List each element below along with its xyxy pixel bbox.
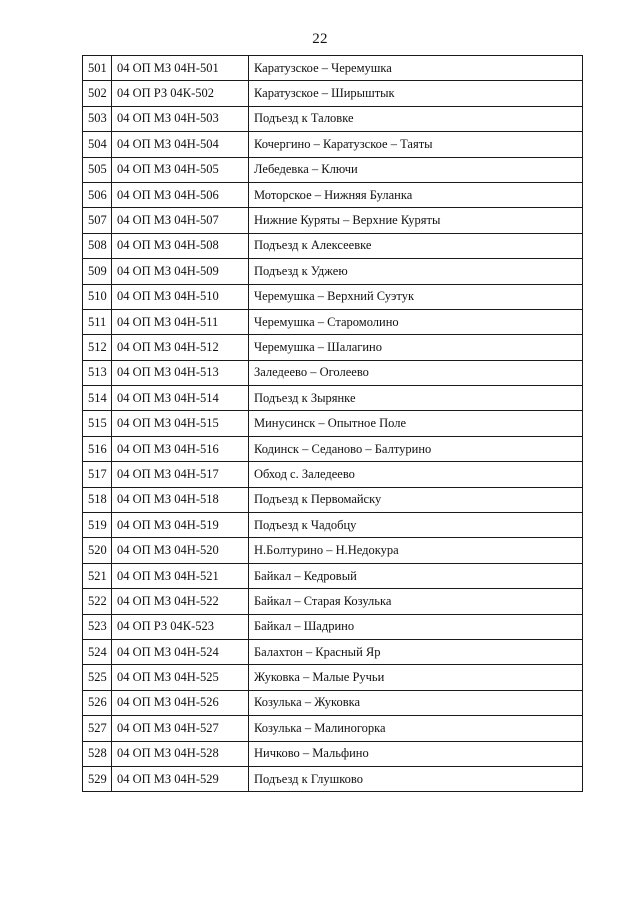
- road-name-cell: Н.Болтурино – Н.Недокура: [249, 538, 583, 563]
- row-number-cell: 508: [83, 233, 112, 258]
- table-row: [83, 360, 583, 385]
- road-name-cell: Кочергино – Каратузское – Таяты: [249, 132, 583, 157]
- row-number-cell: 527: [83, 716, 112, 741]
- road-name-cell: Подъезд к Алексеевке: [249, 233, 583, 258]
- row-number-cell: 519: [83, 513, 112, 538]
- road-code-cell: 04 ОП МЗ 04Н-505: [112, 157, 249, 182]
- road-name-cell: Байкал – Шадрино: [249, 614, 583, 639]
- road-code-cell: 04 ОП МЗ 04Н-525: [112, 665, 249, 690]
- table-row: [83, 284, 583, 309]
- road-code-cell: 04 ОП МЗ 04Н-528: [112, 741, 249, 766]
- road-code-cell: 04 ОП МЗ 04Н-516: [112, 436, 249, 461]
- road-code-cell: 04 ОП МЗ 04Н-517: [112, 462, 249, 487]
- table-row: [83, 639, 583, 664]
- road-code-cell: 04 ОП МЗ 04Н-529: [112, 766, 249, 791]
- road-code-cell: 04 ОП МЗ 04Н-521: [112, 563, 249, 588]
- row-number-cell: 509: [83, 259, 112, 284]
- road-name-cell: Жуковка – Малые Ручьи: [249, 665, 583, 690]
- table-row: [83, 386, 583, 411]
- table-row: [83, 563, 583, 588]
- table-row: [83, 411, 583, 436]
- road-name-cell: Подъезд к Уджею: [249, 259, 583, 284]
- row-number-cell: 506: [83, 182, 112, 207]
- road-code-cell: 04 ОП МЗ 04Н-519: [112, 513, 249, 538]
- road-code-cell: 04 ОП МЗ 04Н-527: [112, 716, 249, 741]
- table-row: [83, 716, 583, 741]
- road-code-cell: 04 ОП МЗ 04Н-509: [112, 259, 249, 284]
- road-name-cell: Лебедевка – Ключи: [249, 157, 583, 182]
- table-row: [83, 106, 583, 131]
- road-name-cell: Козулька – Жуковка: [249, 690, 583, 715]
- road-name-cell: Черемушка – Верхний Суэтук: [249, 284, 583, 309]
- row-number-cell: 501: [83, 56, 112, 81]
- table-row: [83, 487, 583, 512]
- road-code-cell: 04 ОП МЗ 04Н-526: [112, 690, 249, 715]
- road-name-cell: Минусинск – Опытное Поле: [249, 411, 583, 436]
- row-number-cell: 524: [83, 639, 112, 664]
- row-number-cell: 513: [83, 360, 112, 385]
- road-name-cell: Черемушка – Шалагино: [249, 335, 583, 360]
- road-code-cell: 04 ОП МЗ 04Н-511: [112, 309, 249, 334]
- table-row: [83, 589, 583, 614]
- table-row: [83, 741, 583, 766]
- road-code-cell: 04 ОП МЗ 04Н-520: [112, 538, 249, 563]
- table-row: [83, 665, 583, 690]
- road-name-cell: Балахтон – Красный Яр: [249, 639, 583, 664]
- table-row: [83, 132, 583, 157]
- table-row: [83, 182, 583, 207]
- row-number-cell: 522: [83, 589, 112, 614]
- road-code-cell: 04 ОП МЗ 04Н-503: [112, 106, 249, 131]
- road-name-cell: Байкал – Кедровый: [249, 563, 583, 588]
- table-row: [83, 157, 583, 182]
- road-name-cell: Моторское – Нижняя Буланка: [249, 182, 583, 207]
- row-number-cell: 502: [83, 81, 112, 106]
- row-number-cell: 523: [83, 614, 112, 639]
- road-code-cell: 04 ОП МЗ 04Н-513: [112, 360, 249, 385]
- row-number-cell: 511: [83, 309, 112, 334]
- road-name-cell: Каратузское – Ширыштык: [249, 81, 583, 106]
- road-code-cell: 04 ОП МЗ 04Н-504: [112, 132, 249, 157]
- road-name-cell: Каратузское – Черемушка: [249, 56, 583, 81]
- table-row: [83, 309, 583, 334]
- road-code-cell: 04 ОП МЗ 04Н-524: [112, 639, 249, 664]
- road-code-cell: 04 ОП МЗ 04Н-514: [112, 386, 249, 411]
- road-code-cell: 04 ОП РЗ 04К-502: [112, 81, 249, 106]
- roads-table: [82, 55, 583, 792]
- row-number-cell: 512: [83, 335, 112, 360]
- row-number-cell: 510: [83, 284, 112, 309]
- road-code-cell: 04 ОП МЗ 04Н-510: [112, 284, 249, 309]
- roads-table-body: [83, 56, 583, 792]
- road-name-cell: Подъезд к Первомайску: [249, 487, 583, 512]
- table-row: [83, 436, 583, 461]
- road-name-cell: Черемушка – Старомолино: [249, 309, 583, 334]
- road-code-cell: 04 ОП МЗ 04Н-518: [112, 487, 249, 512]
- table-row: [83, 259, 583, 284]
- road-code-cell: 04 ОП МЗ 04Н-522: [112, 589, 249, 614]
- road-code-cell: 04 ОП РЗ 04К-523: [112, 614, 249, 639]
- road-code-cell: 04 ОП МЗ 04Н-507: [112, 208, 249, 233]
- table-row: [83, 766, 583, 791]
- road-name-cell: Ничково – Мальфино: [249, 741, 583, 766]
- road-name-cell: Подъезд к Зырянке: [249, 386, 583, 411]
- table-row: [83, 233, 583, 258]
- row-number-cell: 515: [83, 411, 112, 436]
- row-number-cell: 505: [83, 157, 112, 182]
- row-number-cell: 517: [83, 462, 112, 487]
- road-name-cell: Заледеево – Оголеево: [249, 360, 583, 385]
- road-code-cell: 04 ОП МЗ 04Н-515: [112, 411, 249, 436]
- row-number-cell: 526: [83, 690, 112, 715]
- row-number-cell: 507: [83, 208, 112, 233]
- road-name-cell: Подъезд к Глушково: [249, 766, 583, 791]
- table-row: [83, 208, 583, 233]
- row-number-cell: 518: [83, 487, 112, 512]
- road-code-cell: 04 ОП МЗ 04Н-512: [112, 335, 249, 360]
- table-row: [83, 690, 583, 715]
- row-number-cell: 529: [83, 766, 112, 791]
- road-name-cell: Обход с. Заледеево: [249, 462, 583, 487]
- road-name-cell: Подъезд к Чадобцу: [249, 513, 583, 538]
- road-code-cell: 04 ОП МЗ 04Н-508: [112, 233, 249, 258]
- row-number-cell: 525: [83, 665, 112, 690]
- road-name-cell: Кодинск – Седаново – Балтурино: [249, 436, 583, 461]
- row-number-cell: 516: [83, 436, 112, 461]
- page-number: 22: [312, 31, 328, 47]
- row-number-cell: 521: [83, 563, 112, 588]
- road-name-cell: Подъезд к Таловке: [249, 106, 583, 131]
- row-number-cell: 514: [83, 386, 112, 411]
- table-row: [83, 462, 583, 487]
- road-code-cell: 04 ОП МЗ 04Н-506: [112, 182, 249, 207]
- road-name-cell: Нижние Куряты – Верхние Куряты: [249, 208, 583, 233]
- table-row: [83, 614, 583, 639]
- table-row: [83, 538, 583, 563]
- row-number-cell: 520: [83, 538, 112, 563]
- road-code-cell: 04 ОП МЗ 04Н-501: [112, 56, 249, 81]
- road-name-cell: Байкал – Старая Козулька: [249, 589, 583, 614]
- road-name-cell: Козулька – Малиногорка: [249, 716, 583, 741]
- table-row: [83, 513, 583, 538]
- table-row: [83, 81, 583, 106]
- row-number-cell: 504: [83, 132, 112, 157]
- table-row: [83, 56, 583, 81]
- table-row: [83, 335, 583, 360]
- row-number-cell: 528: [83, 741, 112, 766]
- row-number-cell: 503: [83, 106, 112, 131]
